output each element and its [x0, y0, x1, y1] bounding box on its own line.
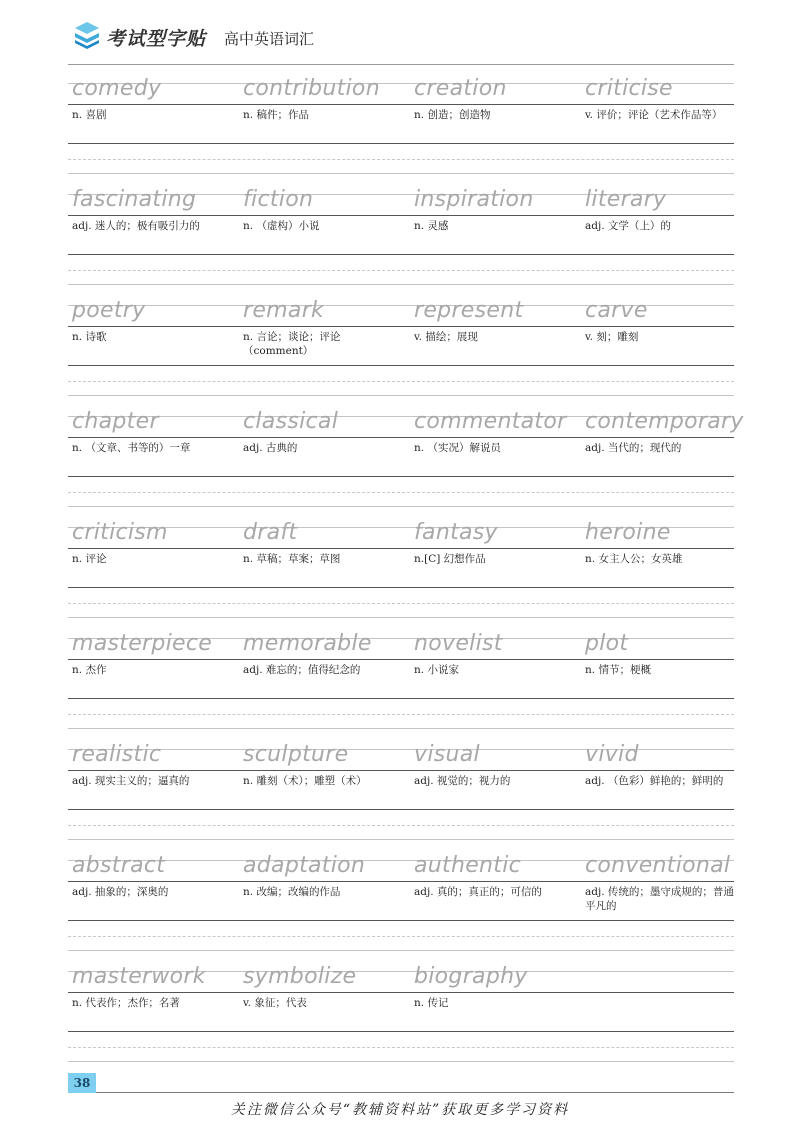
vocab-entry [239, 70, 405, 170]
vocab-meaning: adj. 文学（上）的 [585, 220, 671, 232]
vocab-entry [68, 736, 234, 836]
vocab-meaning: n. 代表作；杰作；名著 [72, 997, 180, 1009]
writing-guide-line [68, 950, 734, 951]
vocab-word: symbolize [243, 964, 357, 989]
writing-guide-line [68, 728, 734, 729]
vocab-word: abstract [72, 853, 166, 878]
header-divider [68, 64, 734, 65]
writing-guide-line [68, 839, 734, 840]
footer-divider [96, 1092, 734, 1093]
vocab-meaning: adj. 古典的 [243, 442, 298, 454]
vocab-word: classical [243, 409, 339, 434]
vocab-meaning: n.[C] 幻想作品 [414, 553, 486, 565]
vocab-entry [581, 292, 747, 392]
brand-title: 考试型字贴 [106, 28, 207, 50]
vocab-row [68, 181, 734, 292]
vocab-entry [239, 625, 405, 725]
vocab-row [68, 403, 744, 514]
vocabulary-grid [68, 70, 744, 1069]
book-logo-icon [72, 18, 102, 54]
vocab-entry [239, 847, 405, 947]
vocab-word: draft [243, 520, 298, 545]
vocab-row [68, 70, 734, 181]
vocab-entry [68, 292, 234, 392]
vocab-meaning: n. 言论；谈论；评论（comment） [243, 331, 341, 357]
vocab-entry [239, 292, 405, 392]
vocab-entry [581, 403, 747, 503]
vocab-entry [410, 625, 576, 725]
writing-guide-line [68, 173, 734, 174]
vocab-meaning: n. 评论 [72, 553, 107, 565]
vocab-word: biography [414, 964, 528, 989]
vocab-meaning: n. 雕刻（术）；雕塑（术） [243, 775, 367, 787]
vocab-meaning: n. 杰作 [72, 664, 107, 676]
vocab-entry [239, 958, 405, 1058]
vocab-meaning: adj. 现实主义的；逼真的 [72, 775, 190, 787]
page-subtitle: 高中英语词汇 [224, 30, 315, 48]
page-header [72, 18, 732, 58]
footer-note: 关注微信公众号“教辅资料站”获取更多学习资料 [230, 1102, 570, 1118]
writing-guide-line [68, 395, 734, 396]
vocab-word: novelist [414, 631, 503, 656]
writing-guide-line [68, 284, 734, 285]
vocab-meaning: v. 描绘；展现 [414, 331, 478, 343]
vocab-word: fiction [243, 187, 314, 212]
vocab-meaning: n. 草稿；草案；草图 [243, 553, 341, 565]
vocab-meaning: v. 刻；雕刻 [585, 331, 639, 343]
vocab-word: inspiration [414, 187, 534, 212]
vocab-meaning: n. （虚构）小说 [243, 220, 320, 232]
vocab-entry [581, 736, 747, 836]
vocab-word: creation [414, 76, 507, 101]
vocab-entry [410, 847, 576, 947]
vocab-word: vivid [585, 742, 639, 767]
vocab-entry [68, 70, 234, 170]
vocab-word: represent [414, 298, 524, 323]
vocab-word: sculpture [243, 742, 349, 767]
vocab-entry [410, 514, 576, 614]
vocab-meaning: adj. 难忘的；值得纪念的 [243, 664, 361, 676]
vocab-entry [68, 181, 234, 281]
vocab-meaning: n. 改编；改编的作品 [243, 886, 341, 898]
writing-guide-line [68, 617, 734, 618]
vocab-meaning: n. 传记 [414, 997, 449, 1009]
vocab-word: realistic [72, 742, 162, 767]
vocab-entry [239, 181, 405, 281]
vocab-word: comedy [72, 76, 162, 101]
vocab-meaning: n. （文章、书等的）一章 [72, 442, 191, 454]
vocab-entry [68, 625, 234, 725]
vocab-word: poetry [72, 298, 146, 323]
vocab-meaning: n. 女主人公；女英雄 [585, 553, 683, 565]
vocab-entry [410, 403, 576, 503]
vocab-word: chapter [72, 409, 159, 434]
writing-guide-line [68, 506, 734, 507]
vocab-entry [581, 625, 747, 725]
vocab-meaning: v. 象征；代表 [243, 997, 307, 1009]
vocab-word: adaptation [243, 853, 366, 878]
vocab-row [68, 292, 734, 403]
vocab-word: fantasy [414, 520, 498, 545]
vocab-word: authentic [414, 853, 522, 878]
vocab-word: criticism [72, 520, 168, 545]
vocab-word: fascinating [72, 187, 197, 212]
vocab-meaning: adj. 视觉的；视力的 [414, 775, 511, 787]
vocab-meaning: n. 喜剧 [72, 109, 107, 121]
vocab-entry [239, 514, 405, 614]
vocab-word: literary [585, 187, 667, 212]
vocab-entry [581, 181, 747, 281]
vocab-entry [68, 847, 234, 947]
vocab-entry [581, 70, 747, 170]
vocab-entry [239, 403, 405, 503]
vocab-word: remark [243, 298, 325, 323]
vocab-row [68, 625, 734, 736]
vocab-entry [410, 958, 576, 1058]
vocab-entry [581, 847, 747, 947]
vocab-entry [68, 958, 234, 1058]
vocab-row [68, 958, 734, 1069]
vocab-meaning: adj. 抽象的；深奥的 [72, 886, 169, 898]
vocab-word: heroine [585, 520, 671, 545]
vocab-meaning: n. 小说家 [414, 664, 459, 676]
vocab-entry [410, 292, 576, 392]
writing-guide-line [68, 1061, 734, 1062]
vocab-word: contemporary [585, 409, 744, 434]
vocab-entry [239, 736, 405, 836]
vocab-row [68, 736, 734, 847]
vocab-word: commentator [414, 409, 567, 434]
vocab-entry [410, 70, 576, 170]
vocab-entry [410, 736, 576, 836]
vocab-meaning: n. 创造；创造物 [414, 109, 491, 121]
vocab-row [68, 514, 734, 625]
vocab-entry [581, 514, 747, 614]
vocab-meaning: adj. 真的；真正的；可信的 [414, 886, 542, 898]
page-number: 38 [68, 1073, 96, 1093]
vocab-word: contribution [243, 76, 380, 101]
vocab-entry [68, 403, 234, 503]
vocab-word: carve [585, 298, 648, 323]
vocab-meaning: adj. 迷人的；极有吸引力的 [72, 220, 200, 232]
vocab-meaning: adj. 当代的；现代的 [585, 442, 682, 454]
vocab-row [68, 847, 734, 958]
vocab-word: conventional [585, 853, 731, 878]
vocab-meaning: n. 情节；梗概 [585, 664, 651, 676]
vocab-meaning: v. 评价；评论（艺术作品等） [585, 109, 723, 121]
vocab-meaning: n. 诗歌 [72, 331, 107, 343]
vocab-word: plot [585, 631, 629, 656]
vocab-word: masterwork [72, 964, 206, 989]
vocab-entry [68, 514, 234, 614]
vocab-word: criticise [585, 76, 673, 101]
vocab-word: visual [414, 742, 480, 767]
vocab-entry [410, 181, 576, 281]
vocab-meaning: adj. 传统的；墨守成规的；普通平凡的 [585, 886, 734, 912]
vocab-word: memorable [243, 631, 372, 656]
vocab-meaning: n. 灵感 [414, 220, 449, 232]
vocab-meaning: n. （实况）解说员 [414, 442, 501, 454]
vocab-word: masterpiece [72, 631, 213, 656]
vocab-meaning: adj. （色彩）鲜艳的；鲜明的 [585, 775, 724, 787]
vocab-meaning: n. 稿件；作品 [243, 109, 309, 121]
